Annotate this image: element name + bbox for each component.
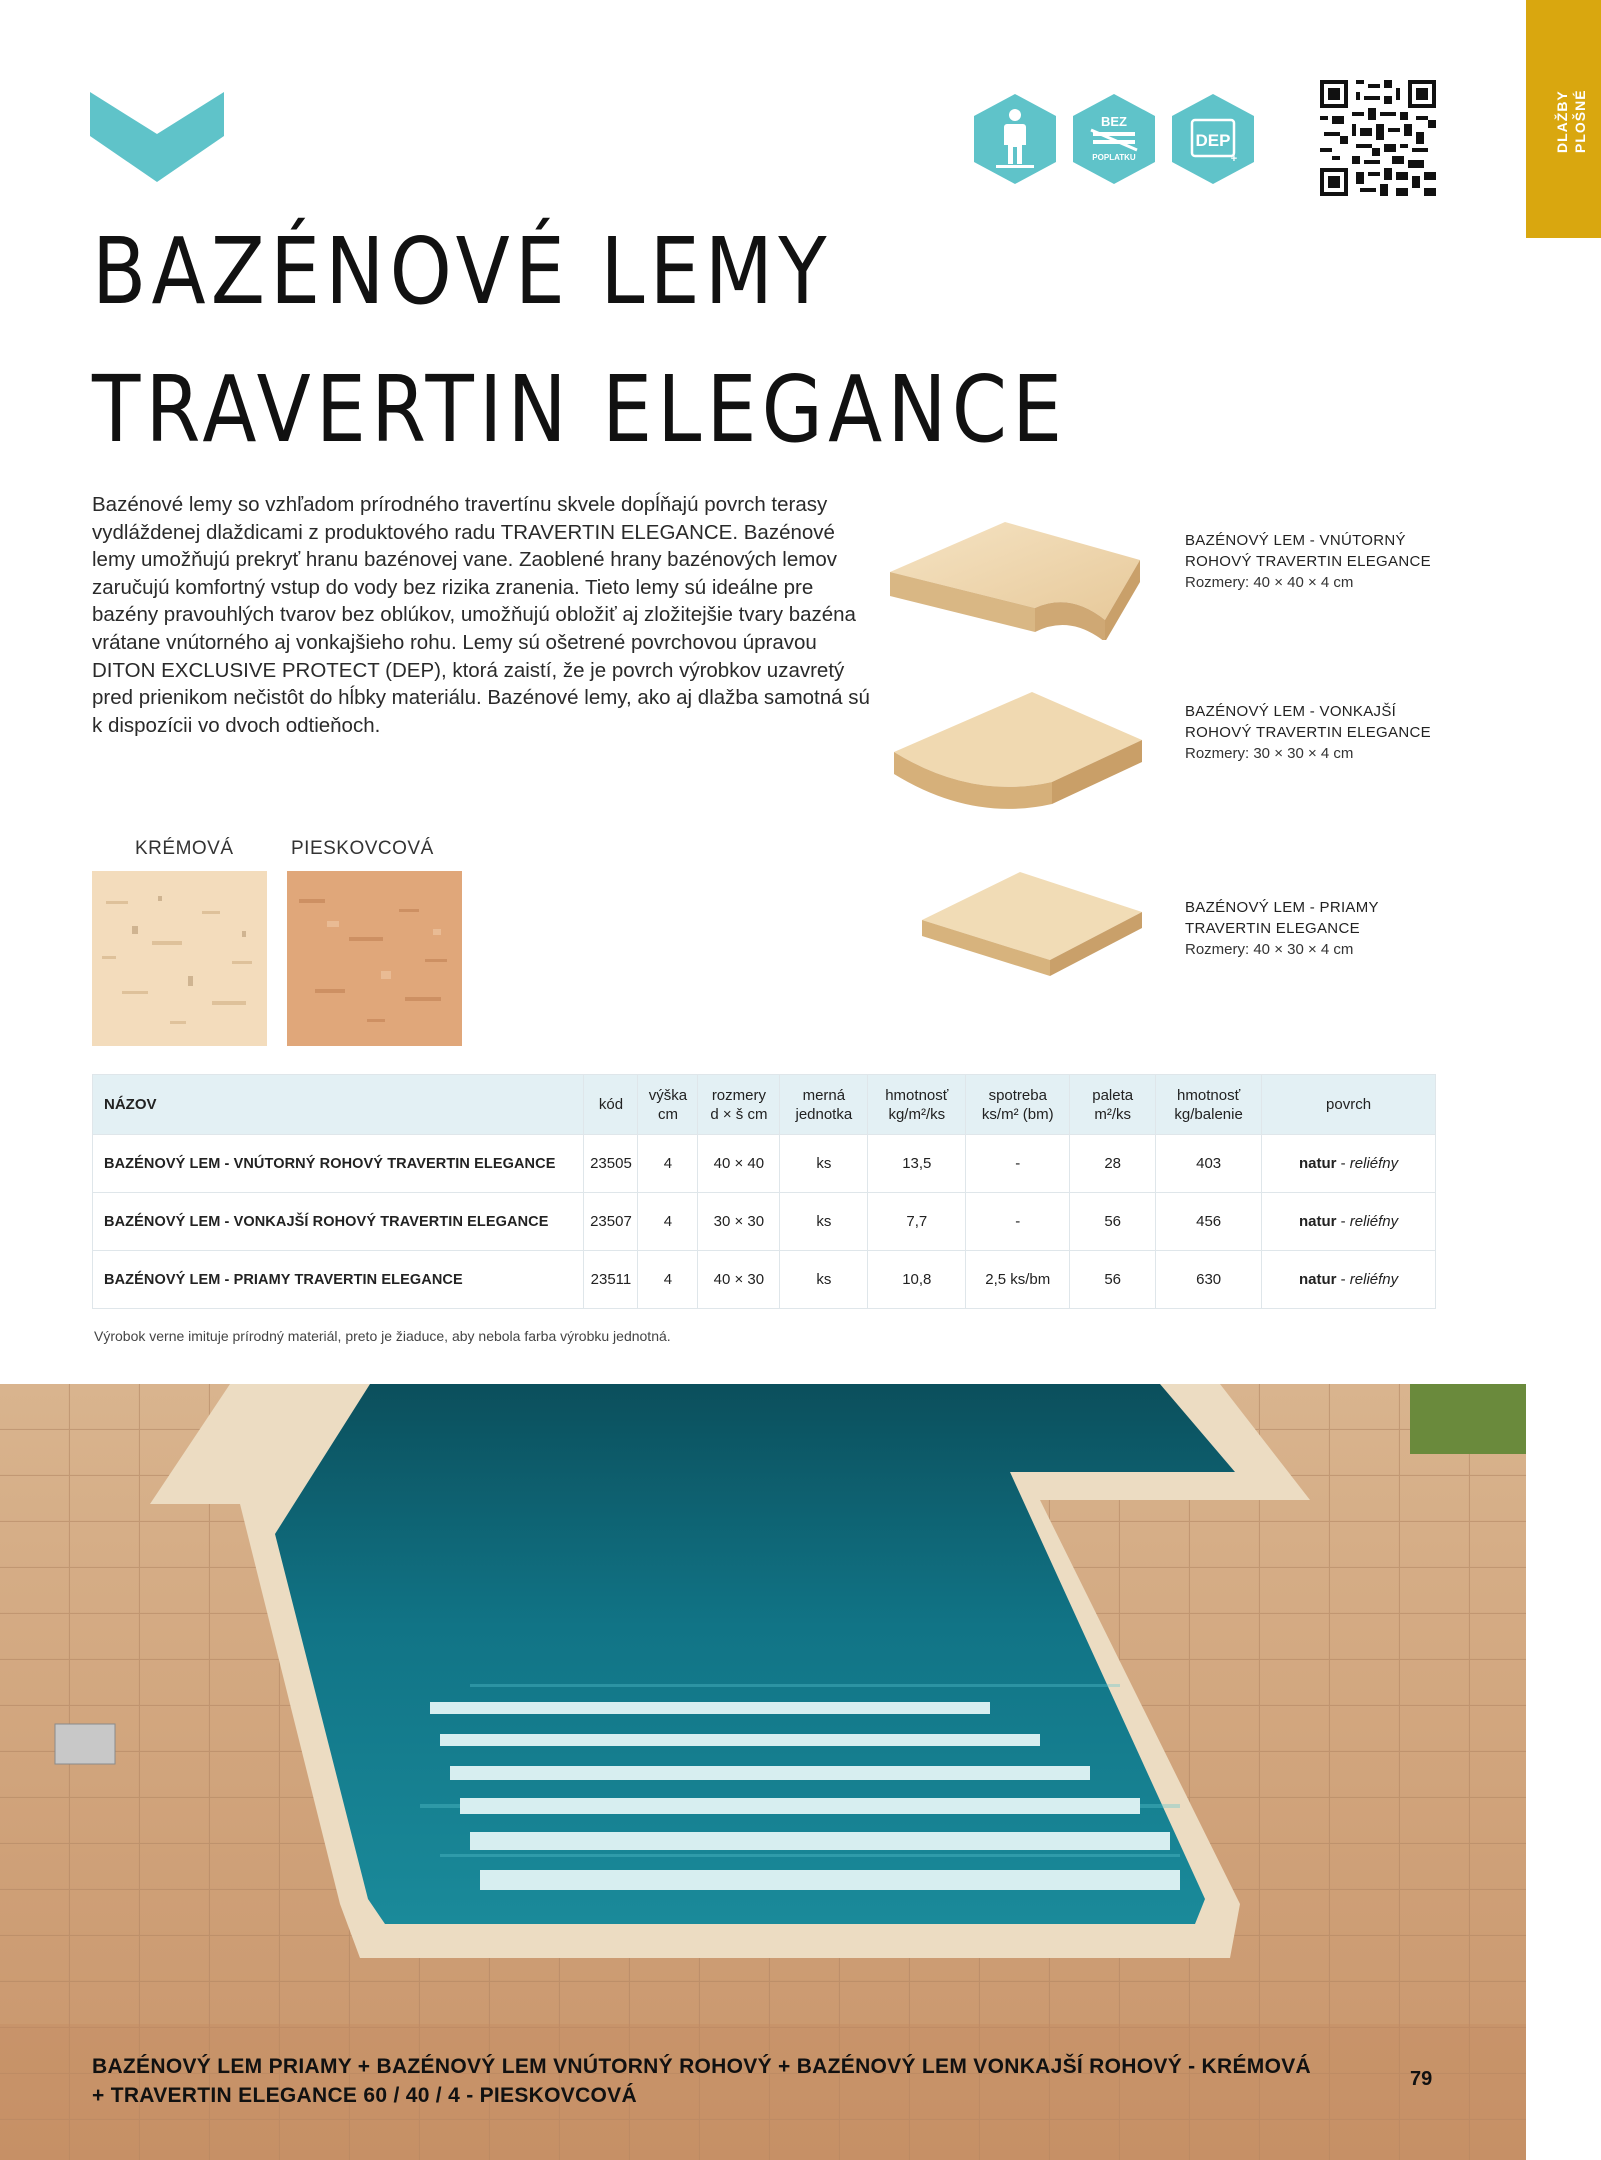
surface-finish: reliéfny	[1349, 1213, 1399, 1230]
surface-finish: reliéfny	[1349, 1155, 1399, 1172]
section-tab-label	[1536, 18, 1591, 218]
cell-code: 23505	[584, 1135, 638, 1193]
section-tab-line1: DLAŽBY	[1554, 90, 1570, 153]
dep-icon	[1170, 92, 1256, 186]
cell-surface	[1262, 1193, 1436, 1251]
cell-weight: 13,5	[868, 1135, 966, 1193]
cell-pallet: 56	[1070, 1251, 1156, 1309]
cell-pallet: 56	[1070, 1193, 1156, 1251]
col-dims-line1: rozmery	[711, 1086, 766, 1104]
col-pallet	[1070, 1075, 1156, 1135]
pool-photo	[0, 1384, 1526, 2160]
col-pallet-weight	[1156, 1075, 1262, 1135]
cell-height: 4	[638, 1193, 698, 1251]
swatch-label-cream: KRÉMOVÁ	[135, 838, 234, 859]
cell-pallet-weight: 403	[1156, 1135, 1262, 1193]
col-height-line1: výška	[648, 1086, 688, 1104]
intro-paragraph: Bazénové lemy so vzhľadom prírodného travertínu skvele dopĺňajú povrch terasy vydláždenej dlaždicami z produktového radu TRAVERTIN ELEGANCE. Bazénové lemy umožňujú prekryť hranu bazénovej vane. Zaoblené hrany bazénových lemov zaručujú komfortný vstup do vody bez rizika zranenia. Tieto lemy sú ideálne pre bazény pravouhlých tvarov bez oblúkov, umožňujú obložiť aj zložitejšie tvary bazéna vrátane vnútorného aj vonkajšieho rohu. Lemy sú ošetrené povrchovou úpravou DITON EXCLUSIVE PROTECT (DEP), ktorá zaistí, že je povrch výrobkov uzavretý pred prienikom nečistôt do hĺbky materiálu. Bazénové lemy, ako aj dlažba samotná sú k dispozícii vo dvoch odtieňoch.	[92, 493, 870, 737]
surface-separator: -	[1336, 1271, 1350, 1288]
no-fee-top-label: BEZ	[1101, 114, 1127, 129]
product-dimensions: Rozmery: 40 × 30 × 4 cm	[1185, 941, 1354, 958]
cell-unit: ks	[780, 1193, 868, 1251]
dep-label: DEP	[1195, 131, 1231, 150]
product-caption-outer-corner	[1185, 701, 1485, 764]
page-title-line2: TRAVERTIN ELEGANCE	[92, 356, 1068, 463]
chevron-logo-icon	[90, 92, 224, 182]
col-pallet-line2: m²/ks	[1094, 1105, 1132, 1123]
cell-consumption: -	[966, 1135, 1070, 1193]
photo-caption	[92, 2052, 1311, 2110]
col-consumption	[966, 1075, 1070, 1135]
col-consumption-line2: ks/m² (bm)	[981, 1105, 1054, 1123]
col-weight	[868, 1075, 966, 1135]
section-tab-line2: PLOŠNÉ	[1572, 89, 1588, 153]
surface-separator: -	[1336, 1213, 1350, 1230]
surface-type: natur	[1298, 1271, 1337, 1288]
product-image-straight	[920, 870, 1145, 980]
col-surface: povrch	[1262, 1075, 1436, 1135]
cell-surface	[1262, 1251, 1436, 1309]
col-unit-line1: merná	[802, 1086, 846, 1104]
page-title-line1: BAZÉNOVÉ LEMY	[92, 218, 832, 325]
swatch-cream	[92, 871, 267, 1046]
product-name-line1: BAZÉNOVÝ LEM - PRIAMY	[1185, 899, 1379, 916]
section-tab	[1526, 0, 1601, 238]
product-table	[92, 1074, 1436, 1309]
product-caption-inner-corner	[1185, 530, 1485, 593]
col-dims-line2: d × š cm	[710, 1105, 768, 1123]
product-dimensions: Rozmery: 30 × 30 × 4 cm	[1185, 745, 1354, 762]
swatch-sandstone	[287, 871, 462, 1046]
cell-name: BAZÉNOVÝ LEM - VNÚTORNÝ ROHOVÝ TRAVERTIN ELEGANCE	[93, 1135, 584, 1193]
photo-caption-line2: + TRAVERTIN ELEGANCE 60 / 40 / 4 - PIESKOVCOVÁ	[92, 2084, 637, 2107]
cell-pallet-weight: 630	[1156, 1251, 1262, 1309]
swatch-label-sandstone: PIESKOVCOVÁ	[291, 838, 434, 859]
surface-finish: reliéfny	[1349, 1271, 1399, 1288]
cell-height: 4	[638, 1135, 698, 1193]
product-name-line1: BAZÉNOVÝ LEM - VNÚTORNÝ	[1185, 532, 1406, 549]
col-code: kód	[584, 1075, 638, 1135]
page-number: 79	[1410, 2068, 1433, 2090]
cell-weight: 7,7	[868, 1193, 966, 1251]
table-row	[93, 1251, 1436, 1309]
photo-caption-line1: BAZÉNOVÝ LEM PRIAMY + BAZÉNOVÝ LEM VNÚTORNÝ ROHOVÝ + BAZÉNOVÝ LEM VONKAJŠÍ ROHOVÝ - KRÉMOVÁ	[92, 2055, 1311, 2078]
surface-type: natur	[1298, 1213, 1337, 1230]
col-weight-line1: hmotnosť	[885, 1086, 949, 1104]
product-name-line2: ROHOVÝ TRAVERTIN ELEGANCE	[1185, 724, 1431, 741]
cell-code: 23511	[584, 1251, 638, 1309]
cell-dims: 40 × 40	[698, 1135, 780, 1193]
cell-pallet-weight: 456	[1156, 1193, 1262, 1251]
footnote: Výrobok verne imituje prírodný materiál, preto je žiaduce, aby nebola farba výrobku jednotná.	[94, 1328, 671, 1344]
cell-name: BAZÉNOVÝ LEM - PRIAMY TRAVERTIN ELEGANCE	[93, 1251, 584, 1309]
svg-text:+: +	[1230, 153, 1238, 165]
cell-pallet: 28	[1070, 1135, 1156, 1193]
cell-weight: 10,8	[868, 1251, 966, 1309]
cell-height: 4	[638, 1251, 698, 1309]
cell-unit: ks	[780, 1135, 868, 1193]
qr-code-icon	[1320, 80, 1436, 196]
cell-consumption: 2,5 ks/bm	[966, 1251, 1070, 1309]
cell-name: BAZÉNOVÝ LEM - VONKAJŠÍ ROHOVÝ TRAVERTIN ELEGANCE	[93, 1193, 584, 1251]
cell-dims: 40 × 30	[698, 1251, 780, 1309]
col-name: NÁZOV	[93, 1075, 584, 1135]
surface-type: natur	[1298, 1155, 1337, 1172]
table-header-row	[93, 1075, 1436, 1135]
col-height	[638, 1075, 698, 1135]
col-pallet-weight-line1: hmotnosť	[1177, 1086, 1241, 1104]
col-consumption-line1: spotreba	[988, 1086, 1047, 1104]
product-dimensions: Rozmery: 40 × 40 × 4 cm	[1185, 574, 1354, 591]
cell-code: 23507	[584, 1193, 638, 1251]
cell-surface	[1262, 1135, 1436, 1193]
product-name-line2: TRAVERTIN ELEGANCE	[1185, 920, 1360, 937]
no-fee-icon	[1071, 92, 1157, 186]
product-image-outer-corner	[892, 690, 1144, 815]
cell-consumption: -	[966, 1193, 1070, 1251]
cell-unit: ks	[780, 1251, 868, 1309]
no-fee-bottom-label: POPLATKU	[1092, 153, 1136, 162]
col-height-line2: cm	[657, 1105, 678, 1123]
col-weight-line2: kg/m²/ks	[888, 1105, 946, 1123]
col-dims	[698, 1075, 780, 1135]
surface-separator: -	[1336, 1155, 1350, 1172]
product-caption-straight	[1185, 897, 1485, 960]
col-pallet-weight-line2: kg/balenie	[1174, 1105, 1243, 1123]
table-row	[93, 1193, 1436, 1251]
person-icon	[972, 92, 1058, 186]
cell-dims: 30 × 30	[698, 1193, 780, 1251]
table-row	[93, 1135, 1436, 1193]
col-unit-line2: jednotka	[795, 1105, 853, 1123]
product-name-line2: ROHOVÝ TRAVERTIN ELEGANCE	[1185, 553, 1431, 570]
product-name-line1: BAZÉNOVÝ LEM - VONKAJŠÍ	[1185, 703, 1397, 720]
col-pallet-line1: paleta	[1092, 1086, 1134, 1104]
col-unit	[780, 1075, 868, 1135]
product-image-inner-corner	[885, 520, 1145, 640]
